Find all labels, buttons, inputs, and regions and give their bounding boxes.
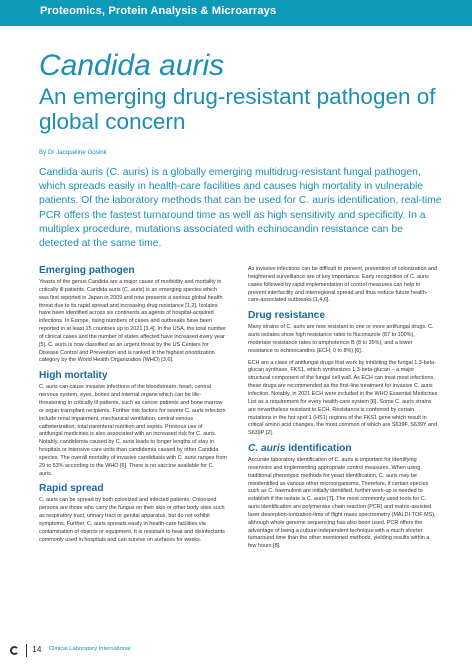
heading-rapid-spread: Rapid spread — [39, 483, 104, 495]
paragraph-high-mortality: C. auris can cause invasive infections of the bloodstream, heart, central nervous system, eyes, bones and internal organs which can be life-threatening in critically ill patients, such as cancer patients and bone marrow or organ transplant recipients. Further risk factors for severe C. auris infection include renal impairment, mechanical ventilation, central venous catheterization, total parenteral nutrition and sepsis. Previous use of antifungal medicines is also associated with an increased risk for C. auris. Notably, candidemia caused by C. auris leads to longer lengths of stay in hospitals or intensive care units than candidemia caused by other Candida species. The overall mortality of invasive candidiasis with C. auris ranges from 29 to 53% according to the WHO [6]. There is no vaccine available for C. auris. — [39, 384, 227, 477]
heading-drug-resistance: Drug resistance — [248, 310, 326, 322]
article-title: Candida auris — [39, 49, 225, 82]
heading-identification-species: C. auris — [248, 443, 286, 455]
page-footer — [10, 644, 310, 660]
paragraph-drug-resistance-1: Many strains of C. auris are now resistant to one or more antifungal drugs. C. auris isolates show high resistance rates to fluconazole (87 to 100%), moderate resistance rates to amphotericin B (8 to 35%), and a lower resistance to echinocandins (ECH; 0 to 8%) [6]. — [248, 324, 434, 354]
byline: By Dr Jacqueline Gosink — [39, 149, 107, 156]
journal-name: Clinical Laboratory International — [49, 645, 131, 652]
paragraph-emerging-pathogen: Yeasts of the genus Candida are a major cause of morbidity and mortality in critically ill patients. Candida auris (C. auris) is an emerging species which was first reported in Japan in 2009 and now presents a serious global health threat due to its rapid spread and increasing drug resistance [1,2]. Isolates have been identified across six continents as agents of hospital-acquired infections. In Europe, rising numbers of cases and outbreaks have been reported in at least 15 countries up to 2021 [3,4]. In the USA, the total number of clinical cases and the number of states affected have increased every year [5]. C. auris is now classified as an urgent threat by the US Centers for Disease Control and Prevention and is ranked in the highest prioritization category by the World Health Organization (WHO) [3,6]. — [39, 279, 227, 364]
right-column — [248, 266, 438, 555]
journal-logo-icon — [10, 646, 19, 655]
page-number: 14 — [32, 644, 42, 654]
article-subtitle: An emerging drug-resistant pathogen of global concern — [39, 84, 436, 134]
heading-emerging-pathogen: Emerging pathogen — [39, 265, 135, 276]
heading-high-mortality: High mortality — [39, 370, 108, 382]
intro-paragraph: Candida auris (C. auris) is a globally emerging multidrug-resistant fungal pathogen, which spreads easily in health-care facilities and causes high mortality in vulnerable patients. Of the laboratory methods that can be used for C. auris identification, real-time PCR offers the fastest turnaround time as well as high sensitivity and specificity. In a multiplex procedure, mutations associated with echinocandin resistance can be detected at the same time. — [39, 167, 442, 250]
paragraph-drug-resistance-2: ECH are a class of antifungal drugs that work by inhibiting the fungal 1,3-beta-glucan synthase, FKS1, which synthesizes 1,3-beta-glucan – a major structural component of the fungal cell wall. As ECH can treat most infections, these drugs are recommended as the first-line treatment for invasive C. auris infection. Notably, in 2021 ECH were included in the WHO Essential Medicines List as a requirement for every health-care system [6]. Some C. auris strains are nevertheless resistant to ECH. Resistance is conferred by certain mutations in the hot spot 1 (HS1) regions of the FKS1 gene which result in critical amino acid changes, the most common of which are S639F, S639Y and S639P [2]. — [248, 359, 438, 437]
paragraph-identification: Accurate laboratory identification of C. auris is important for identifying reservoirs and implementing appropriate control measures. When using traditional phenotypic methods for yeast identification, C. auris may be misidentified as various other microorganisms. Therefore, if certain species such as C. haemulonii are initially identified, further work-up is needed to establish if the isolate is C. auris [7]. The most commonly used tools for C. auris identification are polymerase chain reaction (PCR) and matrix-assisted laser desorption-ionization-time of flight mass spectrometry (MALDI-TOF MS), although whole genome sequencing has also been used. PCR offers the advantage of being a culture-independent technique with a much shorter turnaround time than the other mentioned methods, yielding results within a few hours [8]. — [248, 457, 436, 550]
paragraph-prevention: As invasive infections can be difficult to prevent, prevention of colonization and heightened surveillance are of key importance. Early recognition of C. auris cases followed by rapid implementation of control measures can help to prevent interfacility and interregional spread and thus reduce future health-care-associated outbreaks [1,4,6]. — [248, 266, 438, 304]
heading-identification — [248, 442, 438, 455]
paragraph-rapid-spread: C. auris can be spread by both colonized and infected patients. Colonized persons are those who carry the fungus on their skin or other body sites such as respiratory tract, urinary tract or genital apparatus, but do not exhibit symptoms. Further, C. auris spreads easily in health-care facilities via contamination of objects or equipment. It is resistant to heat and disinfectants commonly used in hospitals and can survive on surfaces for weeks. — [39, 497, 225, 543]
section-header-bar — [0, 0, 472, 26]
heading-identification-text: identification — [285, 443, 352, 455]
section-title: Proteomics, Protein Analysis & Microarrays — [40, 5, 277, 17]
footer-divider — [26, 644, 27, 657]
left-column — [39, 264, 227, 548]
